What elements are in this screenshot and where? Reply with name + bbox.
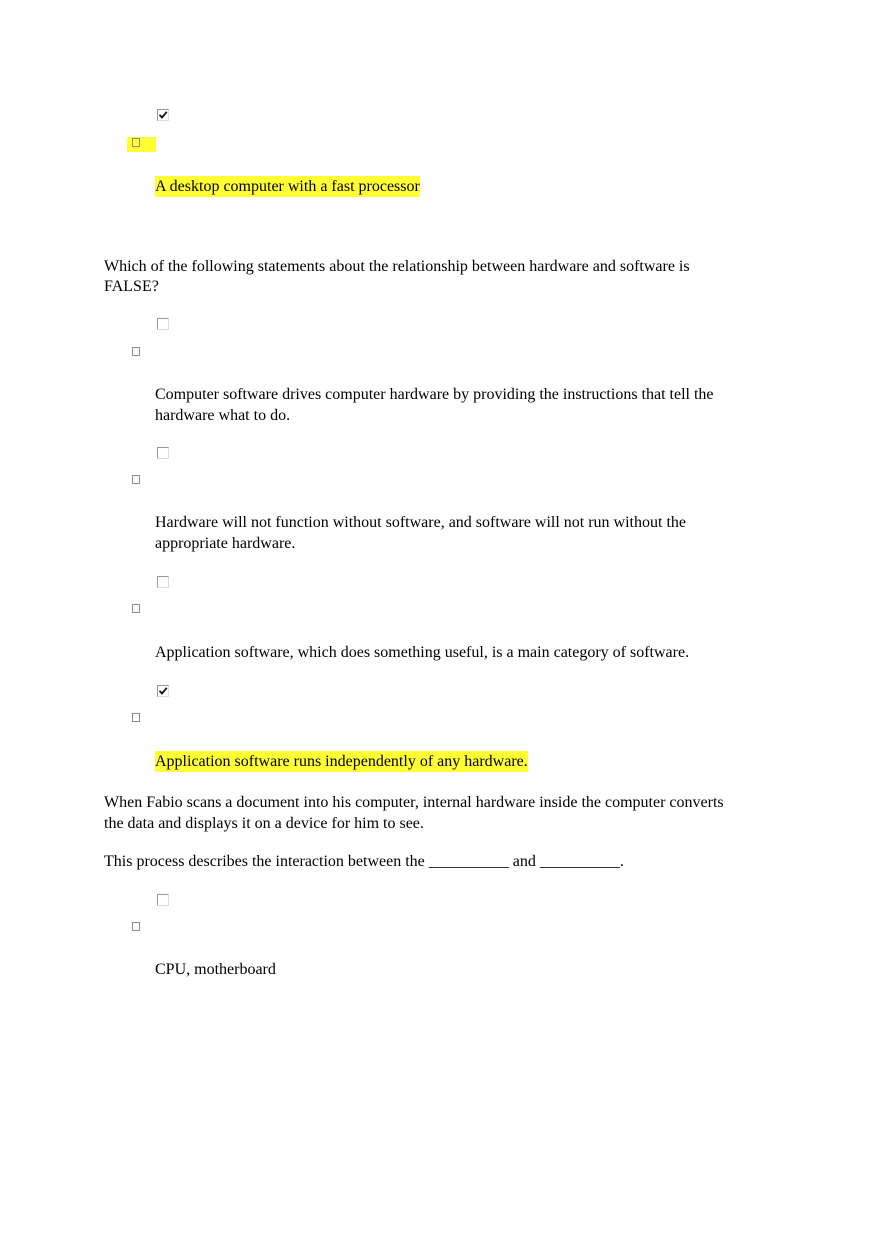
answer-checkbox[interactable] bbox=[157, 447, 169, 459]
answer-checkbox[interactable] bbox=[157, 318, 169, 330]
radio-glyph-icon[interactable] bbox=[132, 475, 140, 484]
answer-checkbox-checked[interactable] bbox=[157, 109, 169, 121]
radio-glyph-icon[interactable] bbox=[132, 713, 140, 722]
answer-checkbox[interactable] bbox=[157, 576, 169, 588]
checkmark-icon bbox=[158, 110, 168, 120]
answer-text-selected: A desktop computer with a fast processor bbox=[155, 178, 420, 195]
answer-text: Computer software drives computer hardware by providing the instructions that tell the bbox=[155, 386, 714, 403]
question-text: Which of the following statements about the relationship between hardware and software is bbox=[104, 258, 690, 275]
radio-glyph-icon[interactable] bbox=[132, 922, 140, 931]
question-text-continued: the data and displays it on a device for him to see. bbox=[104, 815, 424, 832]
answer-text-selected: Application software runs independently of any hardware. bbox=[155, 753, 528, 770]
radio-glyph-icon[interactable] bbox=[132, 347, 140, 356]
checkmark-icon bbox=[158, 686, 168, 696]
question-text-continued: FALSE? bbox=[104, 278, 159, 295]
radio-glyph-icon[interactable] bbox=[132, 138, 140, 147]
answer-text: Hardware will not function without software, and software will not run without the bbox=[155, 514, 686, 531]
radio-glyph-icon[interactable] bbox=[132, 604, 140, 613]
answer-checkbox-checked[interactable] bbox=[157, 685, 169, 697]
answer-text: Application software, which does something useful, is a main category of software. bbox=[155, 644, 690, 661]
answer-text-continued: hardware what to do. bbox=[155, 407, 291, 424]
answer-text: CPU, motherboard bbox=[155, 961, 276, 978]
answer-checkbox[interactable] bbox=[157, 894, 169, 906]
question-prompt: This process describes the interaction between the __________ and __________. bbox=[104, 853, 624, 870]
answer-text-continued: appropriate hardware. bbox=[155, 535, 296, 552]
question-text: When Fabio scans a document into his computer, internal hardware inside the computer converts bbox=[104, 794, 724, 811]
